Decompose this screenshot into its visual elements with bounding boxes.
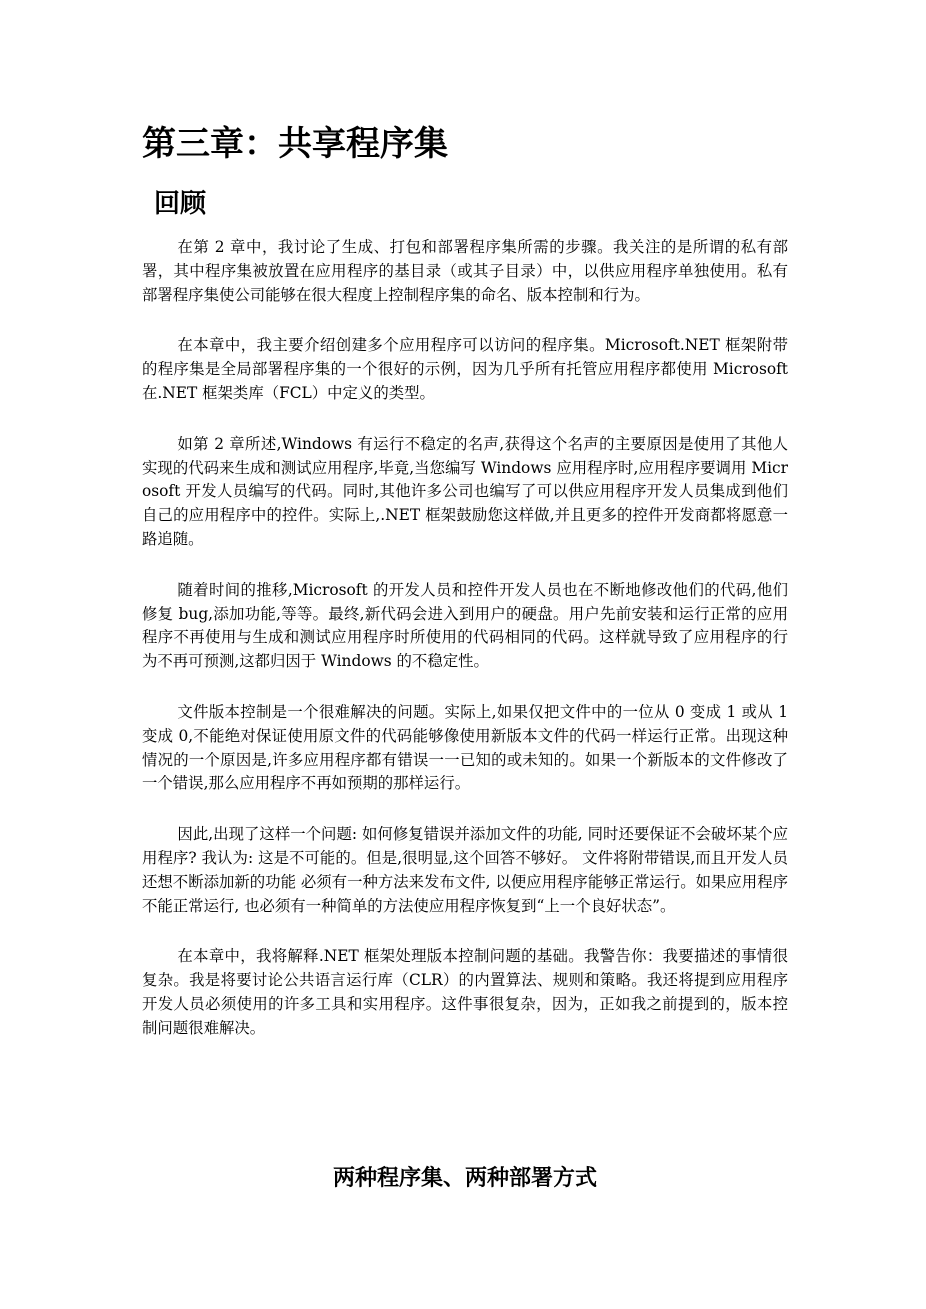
paragraph: 在本章中，我主要介绍创建多个应用程序可以访问的程序集。Microsoft.NET 框架附带的程序集是全局部署程序集的一个很好的示例，因为几乎所有托管应用程序都使用 Microsoft 在.NET 框架类库（FCL）中定义的类型。 (142, 336, 788, 402)
body-text (142, 236, 788, 1068)
paragraph: 在第 2 章中，我讨论了生成、打包和部署程序集所需的步骤。我关注的是所谓的私有部署，其中程序集被放置在应用程序的基目录（或其子目录）中，以供应用程序单独使用。私有部署程序集使公司能够在很大程度上控制程序集的命名、版本控制和行为。 (142, 238, 788, 304)
chapter-title: 第三章：共享程序集 (142, 124, 448, 164)
paragraph: 在本章中，我将解释.NET 框架处理版本控制问题的基础。我警告你：我要描述的事情很复杂。我是将要讨论公共语言运行库（CLR）的内置算法、规则和策略。我还将提到应用程序开发人员必须使用的许多工具和实用程序。这件事很复杂，因为，正如我之前提到的，版本控制问题很难解决。 (142, 947, 788, 1037)
paragraph: 如第 2 章所述,Windows 有运行不稳定的名声,获得这个名声的主要原因是使用了其他人实现的代码来生成和测试应用程序,毕竟,当您编写 Windows 应用程序时,应用程序要调用 Microsoft 开发人员编写的代码。同时,其他许多公司也编写了可以供应用程序开发人员集成到他们自己的应用程序中的控件。实际上,.NET 框架鼓励您这样做,并且更多的控件开发商都将愿意一路追随。 (142, 434, 788, 548)
paragraph: 随着时间的推移,Microsoft 的开发人员和控件开发人员也在不断地修改他们的代码,他们修复 bug,添加功能,等等。最终,新代码会进入到用户的硬盘。用户先前安装和运行正常的应用程序不再使用与生成和测试应用程序时所使用的代码相同的代码。这样就导致了应用程序的行为不再可预测,这都归因于 Windows 的不稳定性。 (142, 580, 788, 671)
paragraph: 文件版本控制是一个很难解决的问题。实际上,如果仅把文件中的一位从 0 变成 1 或从 1 变成 0,不能绝对保证使用原文件的代码能够像使用新版本文件的代码一样运行正常。出现这种情况的一个原因是,许多应用程序都有错误一一已知的或未知的。如果一个新版本的文件修改了一个错误,那么应用程序不再如预期的那样运行。 (142, 702, 788, 793)
section-title: 回顾 (154, 189, 207, 219)
paragraph: 因此,出现了这样一个问题: 如何修复错误并添加文件的功能, 同时还要保证不会破坏某个应用程序? 我认为: 这是不可能的。但是,很明显,这个回答不够好。 文件将附带错误,而且开发人员还想不断添加新的功能 必须有一种方法来发布文件, 以便应用程序能够正常运行。如果应用程序不能正常运行, 也必须有一种简单的方法使应用程序恢复到“上一个良好状态”。 (142, 825, 788, 915)
subsection-title: 两种程序集、两种部署方式 (332, 1166, 597, 1191)
